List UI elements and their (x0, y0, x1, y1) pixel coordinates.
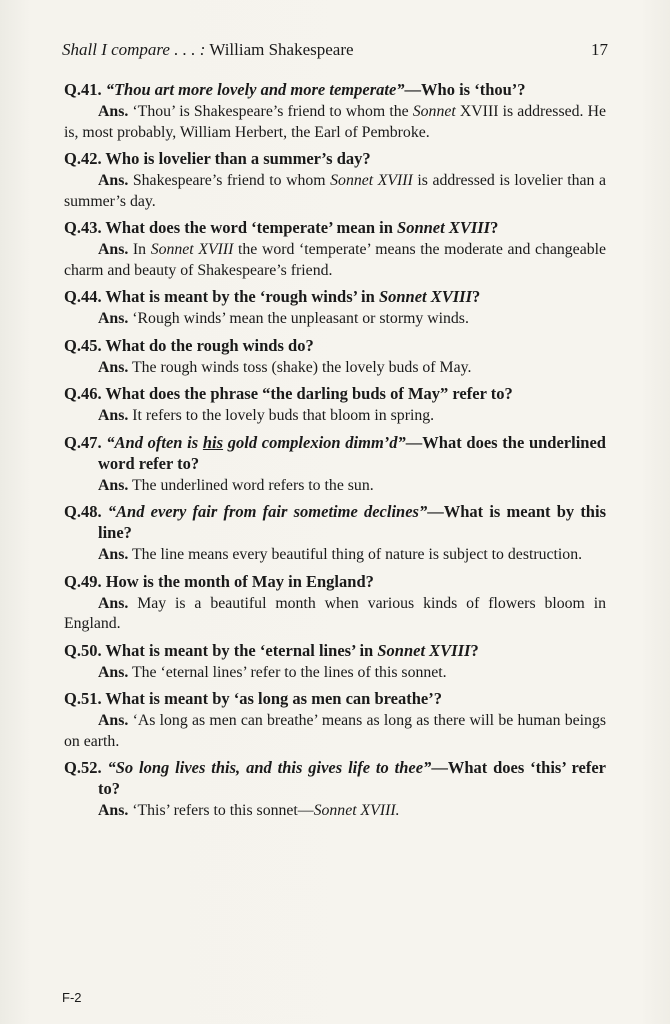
text-run: Q.44. What is meant by the ‘rough winds’ in (64, 287, 379, 306)
answer (64, 711, 606, 752)
text-run: gold complexion dimm’d” (223, 432, 406, 452)
text-run: Q.50. What is meant by the ‘eternal lines’ in (64, 640, 378, 660)
text-run: ‘Thou’ is Shakespeare’s friend to whom the (132, 103, 413, 120)
question (64, 383, 606, 404)
text-run: ‘As long as men can breathe’ means as long as there will be human beings on earth. (64, 712, 606, 750)
text-run: Sonnet XVIII (377, 640, 471, 660)
text-run: Q.41. (64, 80, 106, 99)
answer (64, 801, 606, 822)
answer-lead: Ans. (98, 310, 129, 327)
answer (64, 102, 606, 143)
text-run: XVIII is addressed. He is, most probably, William Herbert, the Earl of Pembroke. (64, 103, 607, 141)
text-run: Sonnet (412, 103, 456, 120)
question (64, 217, 606, 238)
text-run: —What is meant by this line? (98, 502, 606, 542)
text-run: Shakespeare’s friend to whom (132, 172, 331, 189)
text-run: Q.51. What is meant by ‘as long as men can breathe’? (64, 689, 442, 708)
answer (64, 171, 606, 212)
running-title (62, 40, 354, 60)
text-run: ? (470, 640, 479, 660)
text-run: ? (472, 287, 481, 306)
answer-lead: Ans. (98, 476, 129, 494)
question (64, 688, 606, 709)
question (64, 79, 606, 100)
text-run: ‘Rough winds’ mean the unpleasant or stormy winds. (132, 310, 469, 327)
question (64, 571, 606, 592)
question (64, 640, 606, 661)
text-run: the word ‘temperate’ means the moderate and changeable charm and beauty of Shakespeare’s friend. (64, 241, 607, 279)
text-run: is addressed is lovelier than a summer’s day. (64, 172, 607, 210)
answer (64, 406, 606, 427)
question (64, 501, 606, 543)
text-run: ‘This’ refers to this sonnet— (132, 802, 314, 819)
text-run: It refers to the lovely buds that bloom in spring. (132, 407, 435, 424)
text-run: ? (490, 218, 499, 237)
text-run: The rough winds toss (shake) the lovely buds of May. (131, 358, 472, 376)
text-run: “And often is (106, 432, 203, 452)
text-run: “And every fair from fair sometime declines” (107, 502, 428, 521)
text-run: “So long lives this, and this gives life to thee” (107, 758, 432, 777)
question (64, 335, 606, 356)
answer-lead: Ans. (98, 594, 129, 612)
text-run: Q.48. (64, 502, 108, 521)
answer-lead: Ans. (98, 358, 129, 376)
answer-lead: Ans. (98, 103, 129, 120)
answer-lead: Ans. (98, 172, 129, 189)
question (64, 757, 606, 799)
answer (64, 594, 606, 635)
answer-lead: Ans. (98, 407, 129, 424)
text-run: Q.47. (64, 432, 107, 452)
text-run: The line means every beautiful thing of nature is subject to destruction. (131, 546, 583, 563)
text-run: Q.46. What does the phrase “the darling buds of May” refer to? (64, 384, 513, 403)
answer (64, 476, 606, 497)
page-number: 17 (591, 40, 608, 59)
answer (64, 358, 606, 379)
answer-lead: Ans. (98, 546, 129, 563)
text-run: —Who is ‘thou’? (404, 80, 526, 99)
text-run: Sonnet XVIII. (313, 802, 400, 819)
text-run: “Thou art more lovely and more temperate” (105, 80, 405, 99)
answer-lead: Ans. (98, 241, 129, 258)
qa-list (64, 74, 606, 822)
question (64, 286, 606, 307)
running-title-italic: Shall I compare . . . : (62, 40, 206, 59)
answer (64, 309, 606, 330)
answer (64, 545, 606, 566)
text-run: Q.42. Who is lovelier than a summer’s day? (64, 149, 371, 168)
answer-lead: Ans. (98, 712, 129, 729)
text-run: Sonnet XVIII (150, 241, 234, 258)
text-run: —What does ‘this’ refer to? (98, 758, 606, 798)
running-title-author: William Shakespeare (209, 40, 354, 59)
answer (64, 240, 606, 281)
text-run: his (202, 432, 224, 452)
answer-lead: Ans. (98, 663, 129, 681)
text-run: Sonnet XVIII (378, 287, 473, 306)
text-run: —What does the underlined word refer to? (98, 432, 606, 473)
text-run: Q.45. What do the rough winds do? (64, 335, 314, 355)
question (64, 432, 606, 474)
text-run: Q.49. How is the month of May in England? (64, 571, 374, 591)
text-run: Sonnet XVIII (397, 218, 491, 237)
text-run: Q.43. What does the word ‘temperate’ mean in (64, 218, 398, 237)
answer (64, 663, 606, 684)
text-run: In (132, 241, 151, 258)
question (64, 148, 606, 169)
running-header (62, 40, 608, 60)
text-run: Q.52. (64, 758, 108, 777)
text-run: The underlined word refers to the sun. (131, 476, 374, 494)
text-run: The ‘eternal lines’ refer to the lines of this sonnet. (131, 663, 447, 681)
text-run: May is a beautiful month when various kinds of flowers bloom in England. (64, 594, 607, 632)
text-run: Sonnet XVIII (330, 172, 413, 189)
answer-lead: Ans. (98, 802, 129, 819)
signature-mark: F-2 (62, 990, 82, 1005)
